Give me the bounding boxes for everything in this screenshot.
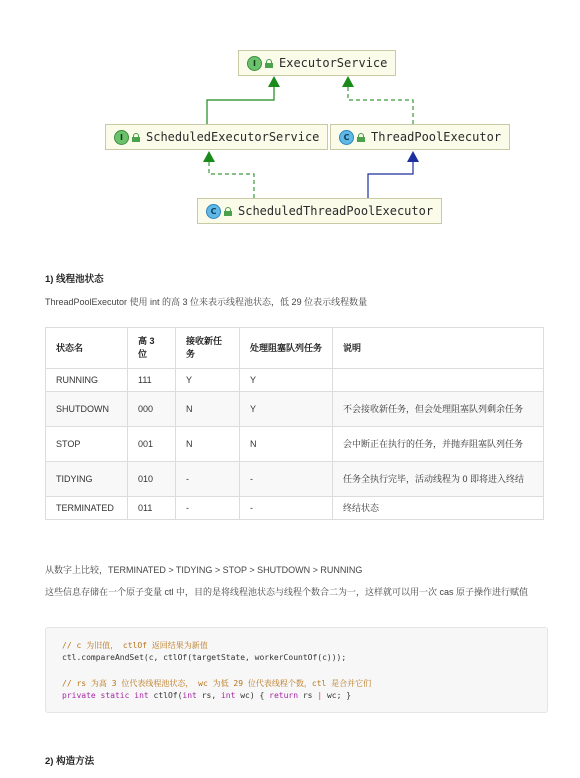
table-cell: 000 — [128, 392, 176, 427]
lock-icon — [357, 133, 365, 142]
col-header: 状态名 — [46, 328, 128, 369]
extends-line-stpe — [368, 162, 413, 198]
table-cell: 终结状态 — [333, 497, 544, 520]
arrowhead-stpe-ses — [203, 151, 215, 162]
section-heading-state: 1) 线程池状态 — [45, 274, 104, 285]
table-cell: TERMINATED — [46, 497, 128, 520]
table-row — [46, 497, 544, 520]
node-executor-service — [238, 50, 396, 76]
code-text: rs — [298, 691, 318, 700]
class-icon: C — [206, 204, 221, 219]
col-header: 接收新任务 — [176, 328, 240, 369]
code-operator: | — [317, 691, 323, 700]
table-cell: 会中断正在执行的任务，并抛弃阻塞队列任务 — [333, 427, 544, 462]
extends-line-ses — [207, 86, 274, 124]
arrowhead-ses — [268, 76, 280, 87]
code-comment: // c 为旧值， ctlOf 返回结果为新值 — [62, 641, 208, 650]
table-cell — [333, 369, 544, 392]
code-text: ctlOf( — [148, 691, 183, 700]
implements-line-stpe — [209, 162, 254, 198]
table-row — [46, 462, 544, 497]
table-cell: - — [240, 497, 333, 520]
code-text: wc) { — [235, 691, 270, 700]
table-cell: 010 — [128, 462, 176, 497]
table-cell: - — [176, 462, 240, 497]
table-row — [46, 369, 544, 392]
arrowhead-tpe — [342, 76, 354, 87]
table-row — [46, 392, 544, 427]
class-icon: C — [339, 130, 354, 145]
table-cell: - — [240, 462, 333, 497]
compare-paragraph: 从数字上比较，TERMINATED > TIDYING > STOP > SHUTDOWN > RUNNING — [45, 565, 363, 575]
lock-icon — [265, 59, 273, 68]
table-cell: Y — [176, 369, 240, 392]
table-cell: Y — [240, 392, 333, 427]
table-cell: N — [176, 427, 240, 462]
code-comment: // rs 为高 3 位代表线程池状态， wc 为低 29 位代表线程个数，ctl 是合并它们 — [62, 679, 372, 688]
table-cell: 011 — [128, 497, 176, 520]
code-keyword: int — [182, 691, 197, 700]
table-cell: - — [176, 497, 240, 520]
lock-icon — [132, 133, 140, 142]
code-keyword: return — [269, 691, 299, 700]
code-text: wc; } — [322, 691, 352, 700]
table-header-row — [46, 328, 544, 369]
section-heading-constructor: 2) 构造方法 — [45, 756, 95, 767]
code-block — [45, 627, 548, 713]
node-label: ScheduledThreadPoolExecutor — [238, 204, 434, 218]
implements-line-tpe — [348, 86, 413, 124]
class-diagram — [0, 0, 580, 240]
table-cell: 001 — [128, 427, 176, 462]
table-cell: TIDYING — [46, 462, 128, 497]
col-header: 高 3 位 — [128, 328, 176, 369]
node-scheduled-executor-service — [105, 124, 328, 150]
code-keyword: private static int — [62, 691, 149, 700]
table-cell: 不会接收新任务，但会处理阻塞队列剩余任务 — [333, 392, 544, 427]
node-label: ExecutorService — [279, 56, 388, 70]
col-header: 处理阻塞队列任务 — [240, 328, 333, 369]
intro-paragraph: ThreadPoolExecutor 使用 int 的高 3 位来表示线程池状态，低 29 位表示线程数量 — [45, 297, 368, 307]
table-cell: SHUTDOWN — [46, 392, 128, 427]
code-line: ctl.compareAndSet(c, ctlOf(targetState, workerCountOf(c))); — [62, 653, 347, 662]
code-text: rs, — [196, 691, 221, 700]
code-line — [62, 691, 351, 700]
arrowhead-stpe-tpe — [407, 151, 419, 162]
state-table — [45, 327, 544, 520]
node-label: ThreadPoolExecutor — [371, 130, 502, 144]
table-cell: N — [240, 427, 333, 462]
col-header: 说明 — [333, 328, 544, 369]
node-scheduled-thread-pool-executor — [197, 198, 442, 224]
node-thread-pool-executor — [330, 124, 510, 150]
table-cell: Y — [240, 369, 333, 392]
table-cell: RUNNING — [46, 369, 128, 392]
interface-icon: I — [247, 56, 262, 71]
lock-icon — [224, 207, 232, 216]
interface-icon: I — [114, 130, 129, 145]
table-cell: 111 — [128, 369, 176, 392]
node-label: ScheduledExecutorService — [146, 130, 320, 144]
table-cell: 任务全执行完毕，活动线程为 0 即将进入终结 — [333, 462, 544, 497]
table-cell: N — [176, 392, 240, 427]
table-row — [46, 427, 544, 462]
code-keyword: int — [220, 691, 236, 700]
ctl-paragraph: 这些信息存储在一个原子变量 ctl 中，目的是将线程池状态与线程个数合二为一，这样就可以用一次 cas 原子操作进行赋值 — [45, 587, 529, 597]
table-cell: STOP — [46, 427, 128, 462]
